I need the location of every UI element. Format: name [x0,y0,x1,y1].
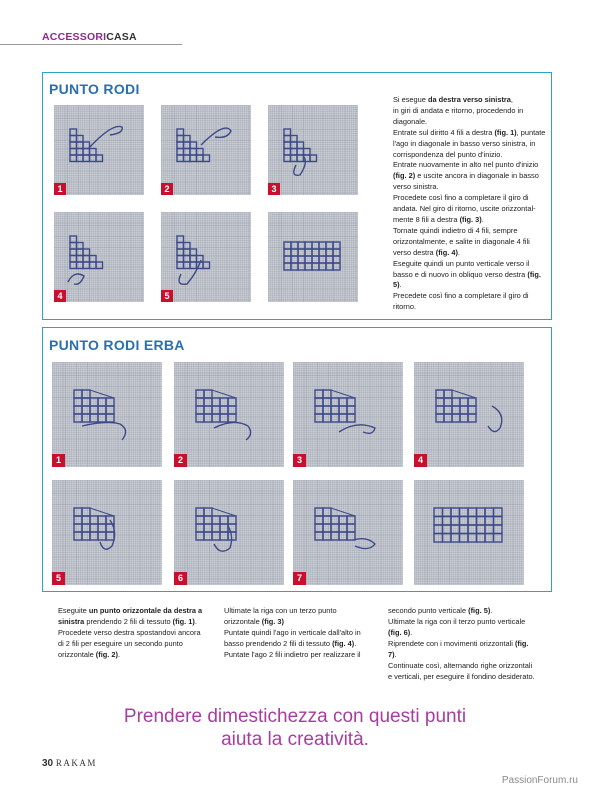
text: Continuate così, alternando righe orizzontali e verticali, per eseguire il fondino desiderato. [388,661,535,681]
erba-figure-1 [52,362,162,467]
text: secondo punto verticale [388,606,469,615]
canvas-diagram [52,362,162,467]
rodi-figure-final [268,212,358,302]
figure-number: 1 [54,183,66,195]
text: Puntate l'ago 2 fili indietro per realizzare il [224,650,361,659]
paragraph [393,291,548,313]
bold-text: (fig. 1) [172,617,195,626]
figure-number: 4 [414,454,427,467]
page-footer [42,758,97,769]
paragraph [58,627,206,660]
canvas-diagram [174,480,284,585]
paragraph [388,605,538,616]
punto-rodi-instructions [393,95,548,313]
paragraph [224,605,374,627]
text: e uscite ancora in diagonale in basso verso sinistra. [393,171,539,192]
text: . [354,639,357,648]
erba-instructions-col-2 [224,605,374,660]
pull-quote-line-2: aiuta la creatività. [221,729,369,750]
text: Ultimate la riga con un terzo punto orizzontale [224,606,337,626]
paragraph [388,638,538,660]
rodi-figure-3 [268,105,358,195]
text: . [490,606,493,615]
bold-text: (fig. 3) [261,617,284,626]
canvas-diagram [174,362,284,467]
figure-number: 2 [174,454,187,467]
bold-text: (fig. 2) [95,650,118,659]
figure-number: 4 [54,290,66,302]
text: . [117,650,121,659]
canvas-diagram [414,362,524,467]
text: . [481,214,484,224]
paragraph [393,160,548,193]
punto-rodi-title: PUNTO RODI [49,81,140,97]
figure-number: 1 [52,454,65,467]
canvas-diagram [414,480,524,585]
bold-text: (fig. 1) [494,127,517,137]
paragraph [393,193,548,226]
bold-text: (fig. 5) [468,606,491,615]
section-subname: CASA [106,31,137,43]
figure-number: 6 [174,572,187,585]
text: . [194,617,197,626]
paragraph [58,605,206,627]
canvas-diagram [161,212,251,302]
canvas-diagram [293,480,403,585]
bold-text: (fig. 4) [332,639,355,648]
figure-number: 3 [293,454,306,467]
text: prendendo 2 fili di tessuto [84,617,173,626]
figure-number: 5 [161,290,173,302]
paragraph [393,95,548,106]
bold-text: un punto orizzontale da destra a sinistra [58,606,203,626]
bold-text: (fig. 5) [393,269,541,290]
canvas-diagram [268,105,358,195]
text: Entrate sul diritto 4 fili a destra [393,127,495,137]
header-rule [0,44,182,45]
text: Riprendete con i movimenti orizzontali [388,639,515,648]
bold-text: (fig. 3) [459,214,482,224]
bold-text: (fig. 2) [393,171,416,181]
section-name: ACCESSORI [42,31,107,43]
erba-figure-3 [293,362,403,467]
figure-number: 2 [161,183,173,195]
text: Tornate quindi indietro di 4 fili, sempre orizzontalmente, e salite in diagonale 4 fili verso destra [393,225,530,257]
bold-text: (fig. 4) [435,247,458,257]
canvas-diagram [293,362,403,467]
erba-figure-4 [414,362,524,467]
paragraph [393,226,548,259]
paragraph [388,660,538,682]
paragraph [393,259,548,292]
magazine-name: RAKAM [55,758,97,768]
rodi-figure-1 [54,105,144,195]
paragraph [393,106,548,128]
pull-quote-line-1: Prendere dimestichezza con questi punti [123,706,467,727]
page-number: 30 [42,758,54,769]
text: . [410,628,413,637]
text: . [399,280,402,290]
paragraph [224,649,374,660]
text: Ultimate la riga con il terzo punto verticale [388,617,526,626]
text: Procedete così fino a completare il giro di andata. Nel giro di ritorno, uscite orizzontal-mente 8 fili a destra [393,193,536,224]
canvas-diagram [52,480,162,585]
erba-figure-final [414,480,524,585]
text: . [394,650,397,659]
bold-text: da destra verso sinistra [427,95,511,104]
erba-figure-6 [174,480,284,585]
canvas-diagram [268,212,358,302]
erba-figure-5 [52,480,162,585]
text: Puntate quindi l'ago in verticale dall'alto in basso prendendo 2 fili di tessuto [224,628,361,648]
erba-instructions-col-3 [388,605,538,682]
text: in giri di andata e ritorno, procedendo in diagonale. [393,105,524,126]
text: Precedete così fino a completare il giro di ritorno. [393,291,529,312]
text: Si esegue [393,95,428,104]
bold-text: (fig. 7) [388,639,529,659]
section-header [42,31,137,43]
erba-figure-7 [293,480,403,585]
canvas-diagram [54,212,144,302]
paragraph [224,627,374,649]
text: . [457,247,460,257]
rodi-figure-4 [54,212,144,302]
text: Procedete verso destra spostandovi ancora di 2 fili per eseguire un secondo punto orizzontale [58,628,201,659]
canvas-diagram [161,105,251,195]
rodi-figure-2 [161,105,251,195]
figure-number: 5 [52,572,65,585]
figure-number: 3 [268,183,280,195]
rodi-figure-5 [161,212,251,302]
text: Eseguite [58,606,89,615]
text: , [510,95,513,104]
punto-rodi-erba-title: PUNTO RODI ERBA [49,337,185,353]
erba-instructions-col-1 [58,605,206,660]
paragraph [393,128,548,161]
paragraph [388,616,538,638]
bold-text: (fig. 6) [388,628,411,637]
canvas-diagram [54,105,144,195]
watermark: PassionForum.ru [501,775,578,786]
text: , puntate l'ago in diagonale in basso verso sinistra, in corrispondenza del punto d'inizio. [393,127,546,159]
text: Entrate nuovamente in alto nel punto d'inizio [393,160,539,170]
figure-number: 7 [293,572,306,585]
erba-figure-2 [174,362,284,467]
text: Eseguite quindi un punto verticale verso il basso e di nuovo in obliquo verso destra [393,258,530,279]
